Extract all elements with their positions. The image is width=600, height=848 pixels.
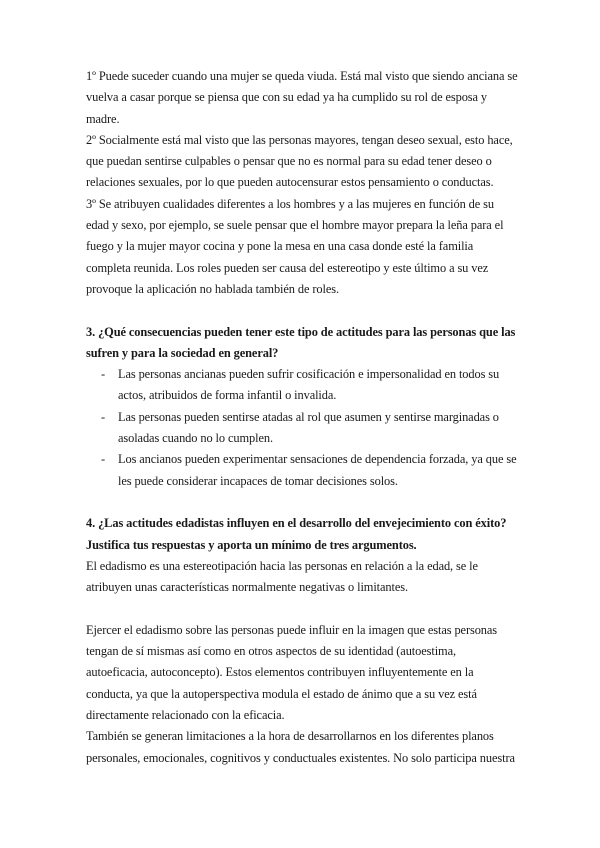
identity-influence-paragraph: Ejercer el edadismo sobre las personas puede influir en la imagen que estas personas tengan de sí mismas así como en otros aspectos de su identidad (autoestima, autoeficacia, autoconcepto). Estos elementos contribuyen influyentemente en la conducta, ya que la autoperspectiva modula el estado de ánimo que a su vez está directamente relacionado con la eficacia. bbox=[86, 622, 498, 722]
spacer bbox=[86, 598, 518, 619]
question-3-heading: 3. ¿Qué consecuencias pueden tener este tipo de actitudes para las personas que las sufren y para la sociedad en general? bbox=[86, 324, 516, 360]
paragraph-point-3: 3º Se atribuyen cualidades diferentes a los hombres y a las mujeres en función de su edad y sexo, por ejemplo, se suele pensar que el hombre mayor prepara la leña para el fuego y la mujer mayor cocina y pone la mesa en una casa donde esté la familia completa reunida. Los roles pueden ser causa del estereotipo y este último a su vez provoque la aplicación no hablada también de roles. bbox=[86, 196, 504, 296]
paragraph-point-2: 2º Socialmente está mal visto que las personas mayores, tengan deseo sexual, esto hace, que puedan sentirse culpables o pensar que no es normal para su edad tener deseo o relaciones sexuales, por lo que pueden autocensurar estos pensamiento o conductas. bbox=[86, 132, 513, 190]
question-4-heading: 4. ¿Las actitudes edadistas influyen en el desarrollo del envejecimiento con éxito? Justifica tus respuestas y aporta un mínimo de tres argumentos. bbox=[86, 516, 507, 552]
limitations-paragraph: También se generan limitaciones a la hora de desarrollarnos en los diferentes planos personales, emocionales, cognitivos y conductuales existentes. No solo participa nuestra bbox=[86, 729, 515, 765]
spacer bbox=[86, 300, 518, 321]
dash-bullet-icon: - bbox=[101, 367, 106, 382]
list-item bbox=[86, 364, 518, 407]
list-item-text: Las personas pueden sentirse atadas al rol que asumen y sentirse marginadas o asoladas cuando no lo cumplen. bbox=[118, 409, 499, 446]
list-item-text: Los ancianos pueden experimentar sensaciones de dependencia forzada, ya que se les puede considerar incapaces de tomar decisiones solos. bbox=[118, 452, 517, 488]
paragraph-point-1: 1º Puede suceder cuando una mujer se queda viuda. Está mal visto que siendo anciana se vuelva a casar porque se piensa que con su edad ya ha cumplido su rol de esposa y madre. bbox=[86, 69, 518, 126]
list-item-text: Las personas ancianas pueden sufrir cosificación e impersonalidad en todos su actos, atribuidos de forma infantil o invalida. bbox=[118, 367, 500, 403]
dash-bullet-icon: - bbox=[101, 452, 106, 467]
document-body bbox=[86, 66, 518, 769]
dash-bullet-icon: - bbox=[101, 409, 106, 424]
consequences-list bbox=[86, 364, 518, 492]
edadismo-definition-paragraph: El edadismo es una estereotipación hacia las personas en relación a la edad, se le atribuyen unas características normalmente negativas o limitantes. bbox=[86, 558, 478, 595]
spacer bbox=[86, 492, 518, 513]
list-item bbox=[86, 449, 518, 492]
list-item bbox=[86, 407, 518, 450]
